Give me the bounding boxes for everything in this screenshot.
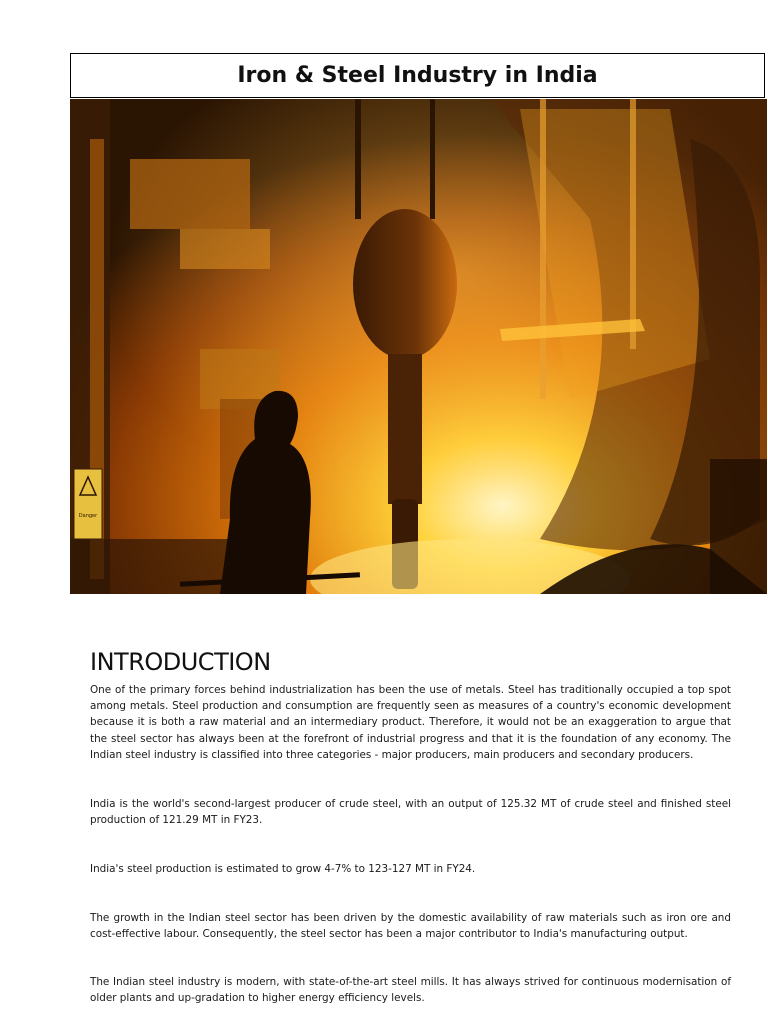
- intro-paragraph-2: India is the world's second-largest producer of crude steel, with an output of 125.32 MT of crude steel and finished steel production of 121.29 MT in FY23.: [90, 798, 731, 827]
- steel-furnace-photo: [70, 99, 767, 594]
- intro-paragraph-1: One of the primary forces behind industrialization has been the use of metals. Steel has traditionally occupied a top spot among metals. Steel production and consumption are frequently seen as measures of a country's economic development because it is both a raw material and an intermediary product. Therefore, it would not be an exaggeration to argue that the steel sector has always been at the forefront of industrial progress and that it is the foundation of any economy. The Indian steel industry is classified into three categories - major producers, main producers and secondary producers.: [90, 684, 731, 761]
- title-box: [70, 53, 765, 98]
- intro-paragraph-5: The Indian steel industry is modern, with state-of-the-art steel mills. It has always strived for continuous modernisation of older plants and up-gradation to higher energy efficiency levels.: [90, 976, 731, 1005]
- page-title: Iron & Steel Industry in India: [237, 63, 598, 88]
- intro-heading: INTRODUCTION: [90, 648, 271, 676]
- danger-sign-text: Danger: [78, 513, 98, 519]
- intro-paragraph-4: The growth in the Indian steel sector has been driven by the domestic availability of raw materials such as iron ore and cost-effective labour. Consequently, the steel sector has been a major contributor to India's manufacturing output.: [90, 912, 731, 941]
- intro-paragraph-3: India's steel production is estimated to grow 4-7% to 123-127 MT in FY24.: [90, 863, 476, 875]
- steel-furnace-illustration: [70, 99, 767, 594]
